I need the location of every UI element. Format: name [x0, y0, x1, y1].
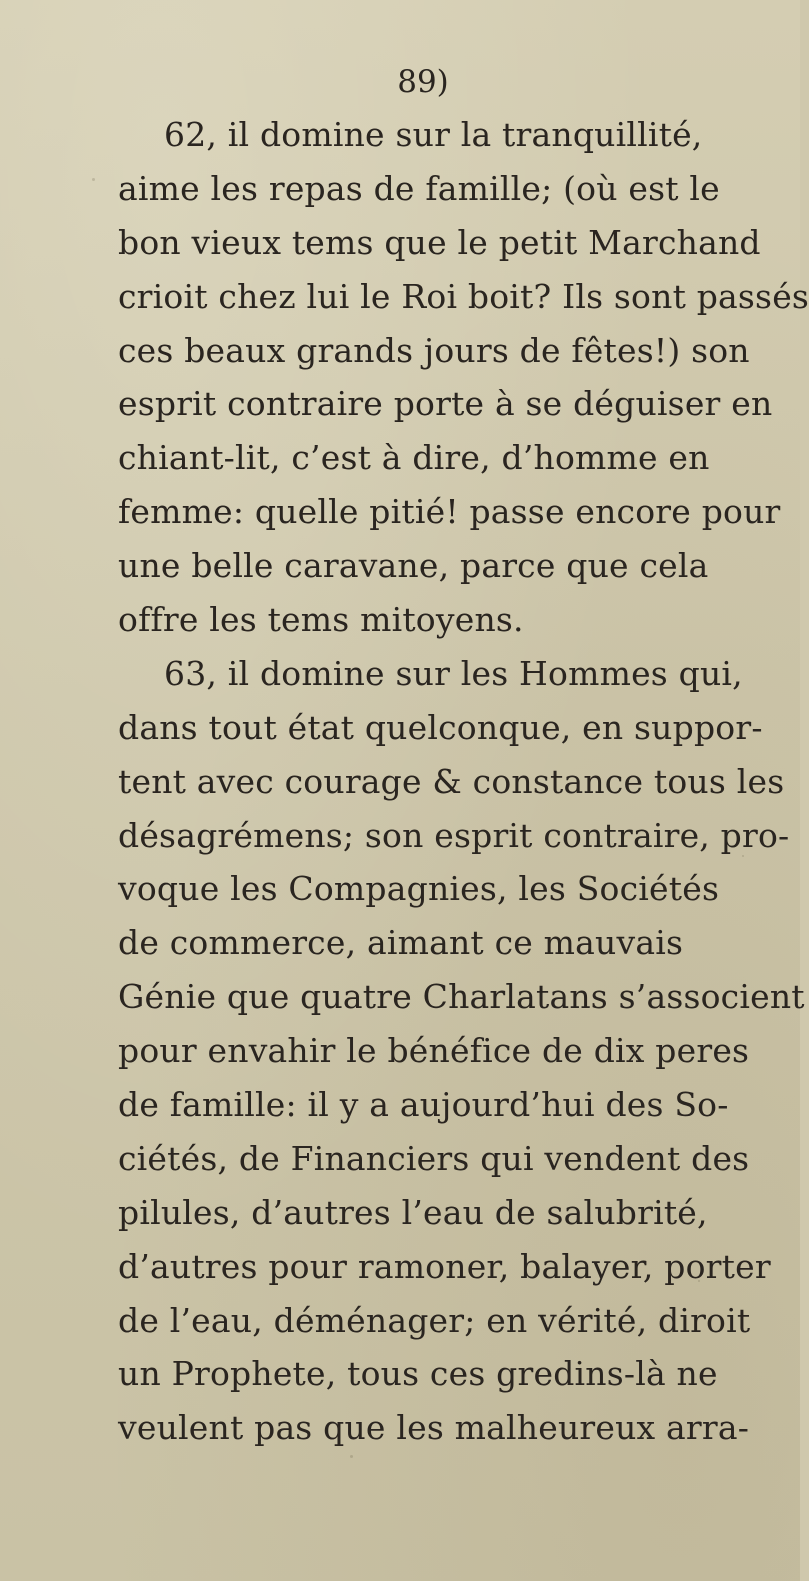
- text-line-17: Génie que quatre Charlatans s’associent: [118, 977, 805, 1017]
- text-line-6: esprit contraire porte à se déguiser en: [118, 384, 773, 424]
- paper-speck: [742, 855, 744, 857]
- text-line-5: ces beaux grands jours de fêtes!) son: [118, 330, 750, 370]
- text-line-18: pour envahir le bénéfice de dix peres: [118, 1031, 750, 1071]
- page-text: [118, 56, 809, 1455]
- text-line-11: 63, il domine sur les Hommes qui,: [164, 653, 743, 693]
- text-line-24: un Prophete, tous ces gredins-là ne: [118, 1354, 718, 1394]
- text-line-9: une belle caravane, parce que cela: [118, 546, 709, 586]
- text-line-7: chiant-lit, c’est à dire, d’homme en: [118, 438, 710, 478]
- text-line-1: 62, il domine sur la tranquillité,: [164, 115, 703, 154]
- text-line-14: désagrémens; son esprit contraire, pro-: [118, 815, 790, 855]
- text-line-25: veulent pas que les malheureux arra-: [118, 1408, 750, 1448]
- text-line-8: femme: quelle pitié! passe encore pour: [118, 492, 781, 532]
- text-line-21: pilules, d’autres l’eau de salubrité,: [118, 1192, 708, 1232]
- text-line-16: de commerce, aimant ce mauvais: [118, 923, 684, 963]
- text-line-12: dans tout état quelconque, en suppor-: [118, 707, 763, 747]
- text-line-15: voque les Compagnies, les Sociétés: [118, 869, 720, 909]
- text-line-2: aime les repas de famille; (où est le: [118, 168, 720, 208]
- text-line-20: ciétés, de Financiers qui vendent des: [118, 1138, 750, 1178]
- text-line-23: de l’eau, déménager; en vérité, diroit: [118, 1300, 751, 1340]
- text-line-4: crioit chez lui le Roi boit? Ils sont passés: [118, 276, 809, 316]
- text-line-19: de famille: il y a aujourd’hui des So-: [118, 1085, 729, 1125]
- text-line-13: tent avec courage & constance tous les: [118, 761, 785, 801]
- text-line-22: d’autres pour ramoner, balayer, porter: [118, 1246, 771, 1286]
- text-line-10: offre les tems mitoyens.: [118, 600, 524, 640]
- paper-speck: [350, 1455, 353, 1458]
- text-line-3: bon vieux tems que le petit Marchand: [118, 222, 761, 262]
- page-number: 89): [397, 64, 449, 100]
- paper-speck: [92, 178, 95, 181]
